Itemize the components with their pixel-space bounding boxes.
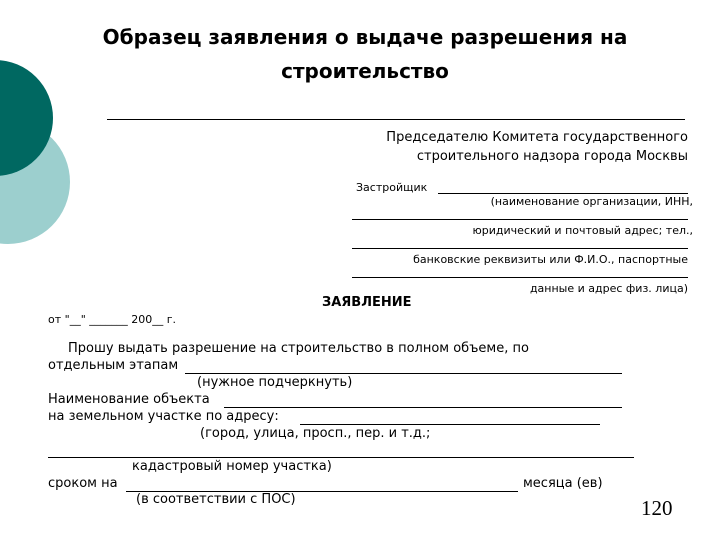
page-number: 120 xyxy=(641,496,673,520)
addressee-line-1: Председателю Комитета государственного xyxy=(386,130,688,145)
header-rule xyxy=(107,119,685,120)
developer-label: Застройщик xyxy=(356,181,428,194)
cadastral-hint: кадастровый номер участка) xyxy=(132,459,332,474)
address-line xyxy=(300,424,600,425)
object-label: Наименование объекта xyxy=(48,392,210,407)
term-label: сроком на xyxy=(48,476,118,491)
date-line: от "__" _______ 200__ г. xyxy=(48,313,177,326)
stages-label: отдельным этапам xyxy=(48,358,179,373)
decorative-circles xyxy=(0,0,75,300)
stages-hint: (нужное подчеркнуть) xyxy=(197,375,353,390)
request-paragraph: Прошу выдать разрешение на строительство в полном объеме, по xyxy=(68,341,529,356)
developer-hint-3: банковские реквизиты или Ф.И.О., паспортные xyxy=(413,253,688,266)
developer-line-3 xyxy=(352,248,688,249)
developer-line-4 xyxy=(352,277,688,278)
addressee-line-2: строительного надзора города Москвы xyxy=(416,149,688,164)
statement-heading: ЗАЯВЛЕНИЕ xyxy=(322,295,412,310)
page-title: Образец заявления о выдаче разрешения на строительство xyxy=(102,25,628,83)
developer-line-2 xyxy=(352,219,688,220)
term-hint: (в соответствии с ПОС) xyxy=(136,492,296,507)
developer-line xyxy=(438,193,688,194)
developer-hint-2: юридический и почтовый адрес; тел., xyxy=(472,224,693,237)
full-address-line xyxy=(48,457,634,458)
object-line xyxy=(224,407,622,408)
developer-hint-4: данные и адрес физ. лица) xyxy=(529,282,688,295)
address-hint: (город, улица, просп., пер. и т.д.; xyxy=(200,426,431,441)
developer-hint-1: (наименование организации, ИНН, xyxy=(490,195,693,208)
term-suffix: месяца (ев) xyxy=(523,476,603,491)
address-label: на земельном участке по адресу: xyxy=(48,409,279,424)
stages-line xyxy=(185,373,622,374)
addressee xyxy=(386,128,688,166)
